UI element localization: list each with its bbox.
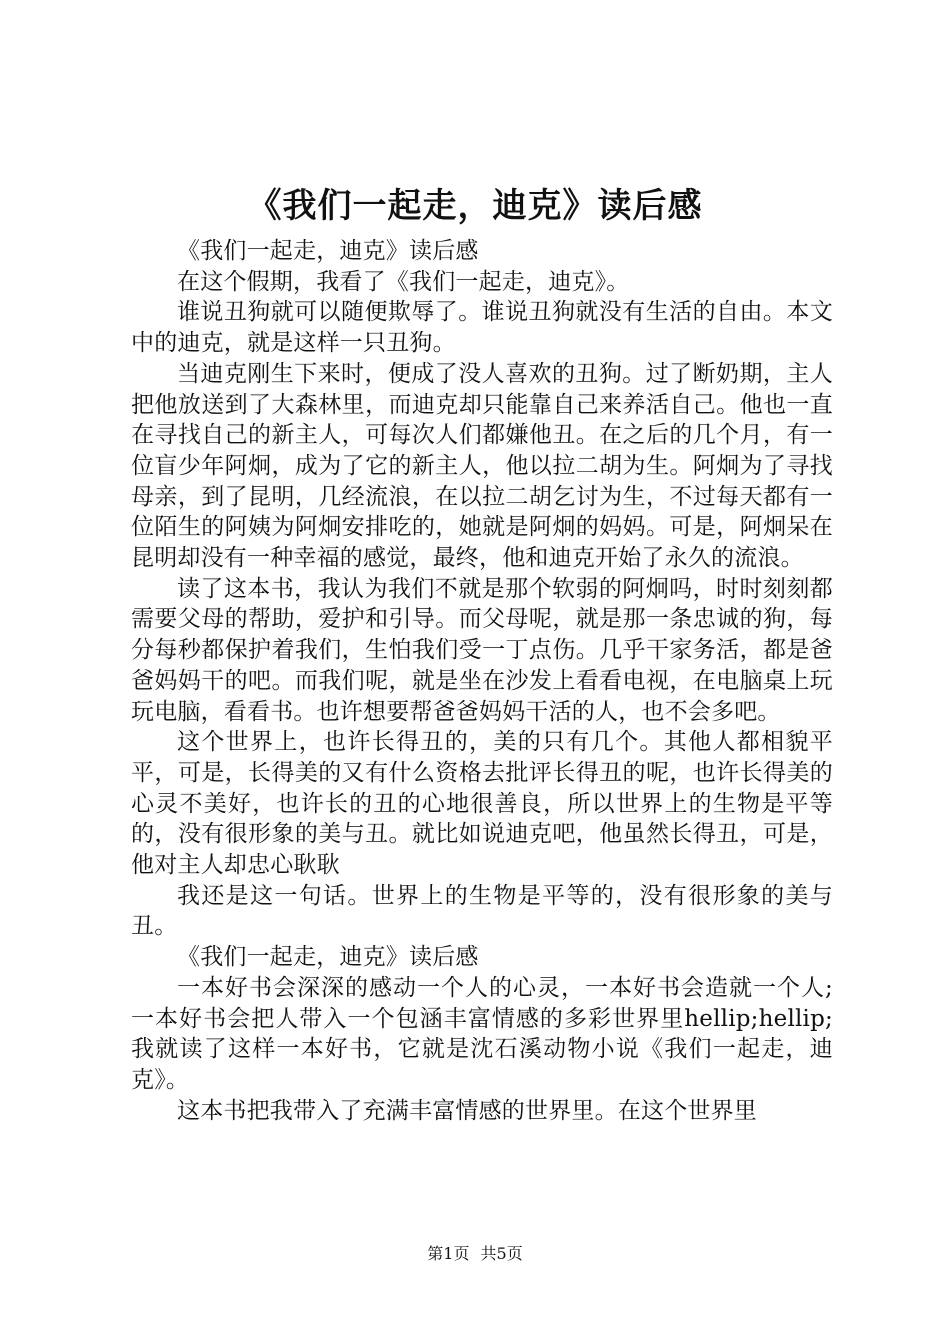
page-total: 共5页 — [480, 1244, 523, 1263]
paragraph: 谁说丑狗就可以随便欺辱了。谁说丑狗就没有生活的自由。本文中的迪克，就是这样一只丑狗。 — [131, 299, 833, 357]
paragraph: 在这个假期，我看了《我们一起走，迪克》。 — [177, 268, 630, 295]
document-title: 《我们一起走，迪克》读后感 — [247, 186, 703, 226]
document-body — [131, 236, 833, 1126]
page-footer — [0, 1243, 950, 1265]
page-number: 第1页 — [427, 1244, 470, 1263]
paragraph: 读了这本书，我认为我们不就是那个软弱的阿炯吗，时时刻刻都需要父母的帮助，爱护和引导。而父母呢，就是那一条忠诚的狗，每分每秒都保护着我们，生怕我们受一丁点伤。几乎干家务活，都是爸爸妈妈干的吧。而我们呢，就是坐在沙发上看看电视，在电脑桌上玩玩电脑，看看书。也许想要帮爸爸妈妈干活的人，也不会多吧。 — [131, 575, 833, 725]
paragraph: 一本好书会深深的感动一个人的心灵，一本好书会造就一个人;一本好书会把人带入一个包涵丰富情感的多彩世界里hellip;hellip;我就读了这样一本好书，它就是沈石溪动物小说《我们一起走，迪克》。 — [131, 974, 833, 1093]
paragraph: 这个世界上，也许长得丑的，美的只有几个。其他人都相貌平平，可是，长得美的又有什么资格去批评长得丑的呢，也许长得美的心灵不美好，也许长的丑的心地很善良，所以世界上的生物是平等的，没有很形象的美与丑。就比如说迪克吧，他虽然长得丑，可是，他对主人却忠心耿耿 — [131, 729, 833, 879]
paragraph: 《我们一起走，迪克》读后感 — [177, 944, 479, 971]
paragraph: 这本书把我带入了充满丰富情感的世界里。在这个世界里 — [177, 1097, 757, 1124]
paragraph: 《我们一起走，迪克》读后感 — [177, 238, 479, 264]
paragraph: 我还是这一句话。世界上的生物是平等的，没有很形象的美与丑。 — [131, 882, 833, 940]
paragraph: 当迪克刚生下来时，便成了没人喜欢的丑狗。过了断奶期，主人把他放送到了大森林里，而迪克却只能靠自己来养活自己。他也一直在寻找自己的新主人，可每次人们都嫌他丑。在之后的几个月，有一位盲少年阿炯，成为了它的新主人，他以拉二胡为生。阿炯为了寻找母亲，到了昆明，几经流浪，在以拉二胡乞讨为生，不过每天都有一位陌生的阿姨为阿炯安排吃的，她就是阿炯的妈妈。可是，阿炯呆在昆明却没有一种幸福的感觉，最终，他和迪克开始了永久的流浪。 — [131, 360, 833, 572]
